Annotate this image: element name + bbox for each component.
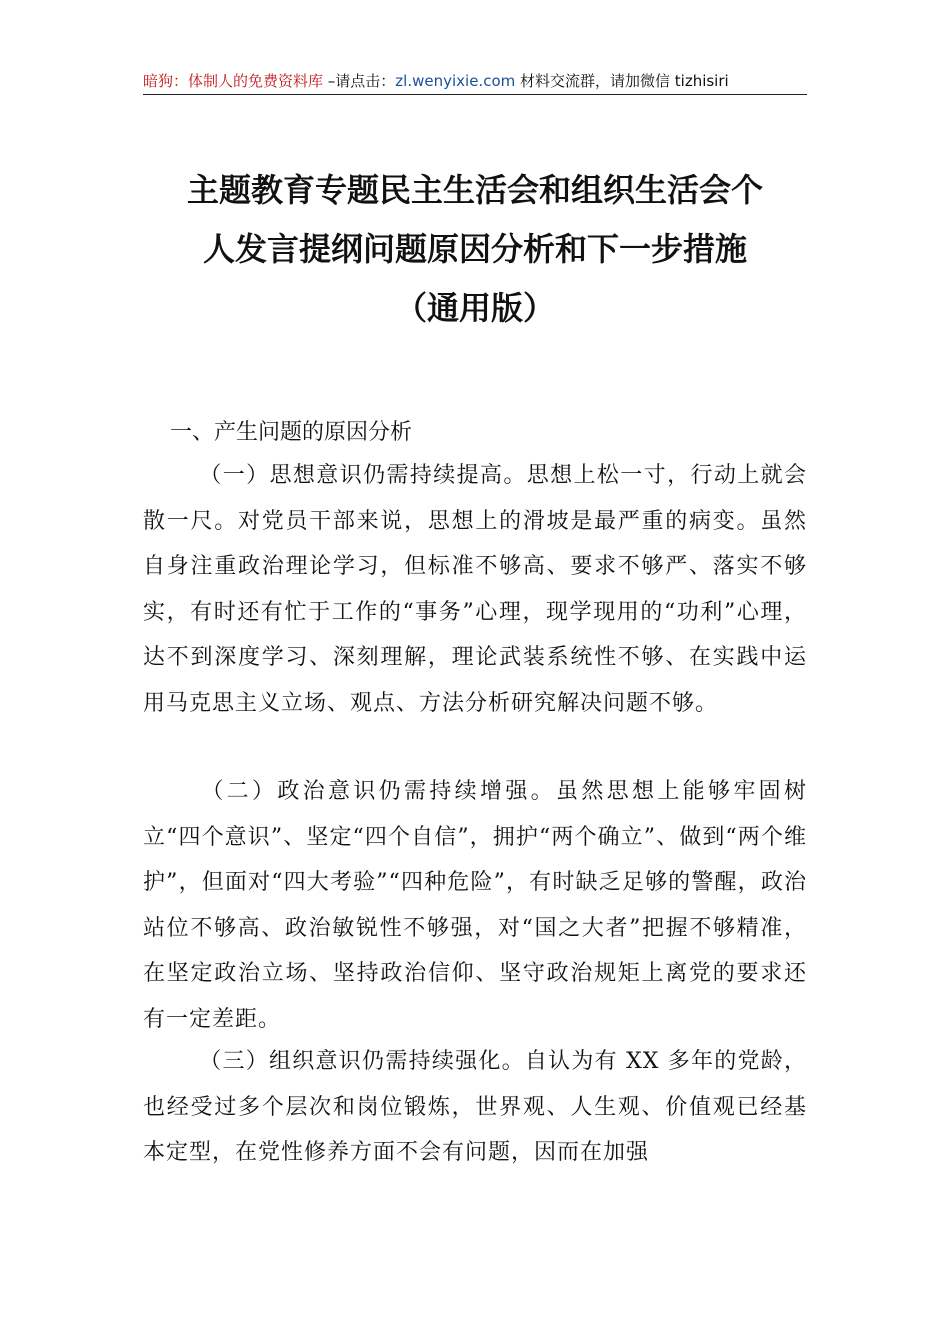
header-click-prompt: –请点击： [323,72,396,90]
paragraph-1-text: （一）思想意识仍需持续提高。思想上松一寸，行动上就会散一尺。对党员干部来说，思想上的滑坡是最严重的病变。虽然自身注重政治理论学习，但标准不够高、要求不够严、落实不够实，有时还有忙于工作的“事务”心理，现学现用的“功利”心理，达不到深度学习、深刻理解，理论武装系统性不够、在实践中运用马克思主义立场、观点、方法分析研究解决问题不够。 [143,463,807,716]
header-wechat-note: 材料交流群，请加微信 tizhisiri [515,72,729,90]
paragraph-1 [143,453,807,726]
title-line-3: （通用版） [394,289,555,327]
section-heading: 一、产生问题的原因分析 [170,420,413,445]
header-site-name: 暗狗：体制人的免费资料库 [143,72,324,90]
header-link[interactable]: zl.wenyixie.com [395,72,516,90]
paragraph-3-text: （三）组织意识仍需持续强化。自认为有 XX 多年的党龄，也经受过多个层次和岗位锻炼，世界观、人生观、价值观已经基本定型，在党性修养方面不会有问题，因而在加强 [143,1049,807,1165]
title-line-1: 主题教育专题民主生活会和组织生活会个 [186,171,763,209]
page-header [143,70,807,96]
title-line-2: 人发言提纲问题原因分析和下一步措施 [202,230,747,268]
document-title [143,168,807,345]
paragraph-2-text: （二）政治意识仍需持续增强。虽然思想上能够牢固树立“四个意识”、坚定“四个自信”，拥护“两个确立”、做到“两个维护”，但面对“四大考验”“四种危险”，有时缺乏足够的警醒，政治站位不够高、政治敏锐性不够强，对“国之大者”把握不够精准，在坚定政治立场、坚持政治信仰、坚守政治规矩上离党的要求还有一定差距。 [143,779,807,1032]
paragraph-2 [143,769,807,1042]
paragraph-3 [143,1039,807,1176]
header-divider [143,94,807,95]
